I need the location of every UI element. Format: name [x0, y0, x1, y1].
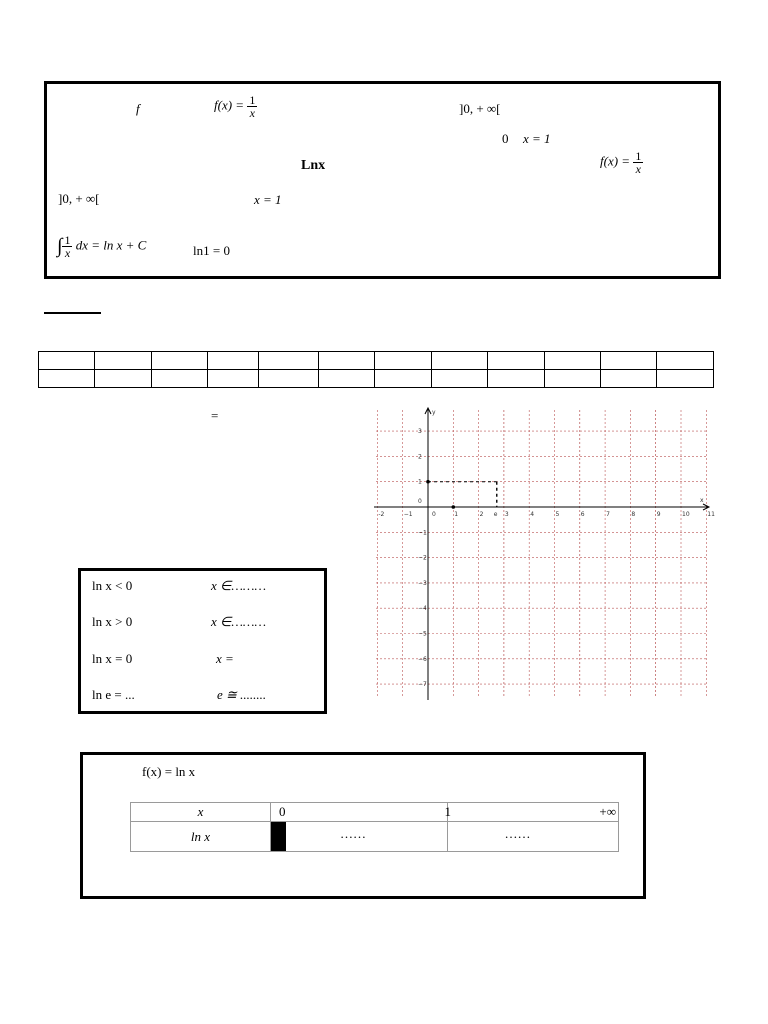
y-tick-label: −2 — [418, 554, 427, 562]
x-tick-label: −1 — [403, 511, 413, 518]
variation-cell-2 — [448, 822, 619, 852]
sign-row-4-right: e ≅ ........ — [217, 687, 267, 702]
y-tick-label: 1 — [418, 478, 422, 486]
y-tick-label: −3 — [418, 579, 427, 587]
x-tick-label: 4 — [530, 511, 535, 518]
dashed-guides — [426, 480, 497, 509]
sign-row-1-left: ln x < 0 — [92, 578, 133, 593]
section-heading-underline — [44, 312, 101, 314]
zero-value: 0 — [502, 131, 509, 146]
variation-row — [131, 822, 619, 852]
variation-cell-2-dots: …… — [504, 826, 531, 841]
variation-header-values-2 — [444, 803, 619, 822]
variation-value-1: 1 — [444, 804, 451, 819]
sign-row-3-left: ln x = 0 — [92, 651, 133, 666]
sign-row-2-right: x ∈……… — [211, 614, 267, 629]
x-tick-label: e — [493, 511, 498, 518]
y-tick-label: −1 — [418, 529, 427, 537]
point-0-1 — [426, 480, 430, 484]
y-tick-label: −6 — [418, 655, 427, 663]
sign-row-4-left: ln e = ... — [92, 687, 135, 702]
sign-row-2-left: ln x > 0 — [92, 614, 133, 629]
variation-value-inf: +∞ — [599, 804, 616, 819]
variation-header-row — [131, 803, 619, 822]
coordinate-graph — [372, 406, 715, 700]
value-table — [38, 351, 714, 388]
origin-label: 0 — [418, 498, 422, 505]
variation-function: f(x) = ln x — [142, 764, 196, 779]
variation-value-0: 0 — [278, 804, 286, 819]
x-tick-label: 11 — [707, 511, 715, 518]
x-tick-label: 0 — [432, 511, 436, 518]
function-symbol: f — [136, 101, 140, 116]
x-tick-label: 9 — [656, 511, 661, 518]
sign-row-3-right: x = — [216, 651, 234, 666]
x-tick-label: 6 — [580, 511, 585, 518]
variation-table — [130, 802, 619, 852]
y-tick-label: 3 — [418, 428, 422, 436]
x-equals-one: x = 1 — [523, 131, 551, 146]
sign-row-1-right: x ∈……… — [211, 578, 267, 593]
variation-cell-1-dots: …… — [339, 826, 366, 841]
ln-one-equals-zero: ln1 = 0 — [193, 243, 230, 258]
lnx-title: Lnx — [301, 158, 326, 173]
equals-sign: = — [211, 408, 219, 423]
variation-cell-1 — [270, 822, 447, 852]
x-tick-label: 3 — [504, 511, 509, 518]
integral-formula: ∫ $\frac{1}{x}$ dx = ln x + C — [57, 233, 147, 260]
y-tick-label: −7 — [418, 681, 427, 689]
point-1-0 — [452, 505, 456, 509]
y-tick-label: 2 — [418, 453, 422, 461]
tick-labels — [378, 409, 715, 688]
x-axis-label: x — [700, 497, 704, 504]
y-axis-label: y — [432, 409, 436, 416]
forbidden-zone — [271, 822, 286, 851]
variation-header-values — [270, 803, 447, 822]
domain-interval-2: ]0, + ∞[ — [58, 191, 100, 206]
function-definition-2: f(x) = $\frac{1}{x}$ — [600, 149, 642, 176]
x-tick-label: 8 — [631, 511, 636, 518]
value-table-row — [39, 352, 714, 370]
x-tick-label: 1 — [454, 511, 459, 518]
x-tick-label: -2 — [378, 511, 385, 518]
x-tick-label: 10 — [682, 511, 690, 518]
x-tick-label: 5 — [555, 511, 560, 518]
x-tick-label: 7 — [606, 511, 610, 518]
domain-interval: ]0, + ∞[ — [459, 101, 501, 116]
variation-row-label: ln x — [131, 822, 271, 852]
variation-var-header: x — [131, 803, 271, 822]
y-tick-label: −5 — [418, 630, 427, 638]
function-definition: f(x) = $\frac{1}{x}$ — [214, 93, 256, 120]
x-tick-label: 2 — [479, 511, 484, 518]
x-equals-one-b: x = 1 — [254, 192, 282, 207]
value-table-row — [39, 370, 714, 388]
y-tick-label: −4 — [418, 605, 427, 613]
